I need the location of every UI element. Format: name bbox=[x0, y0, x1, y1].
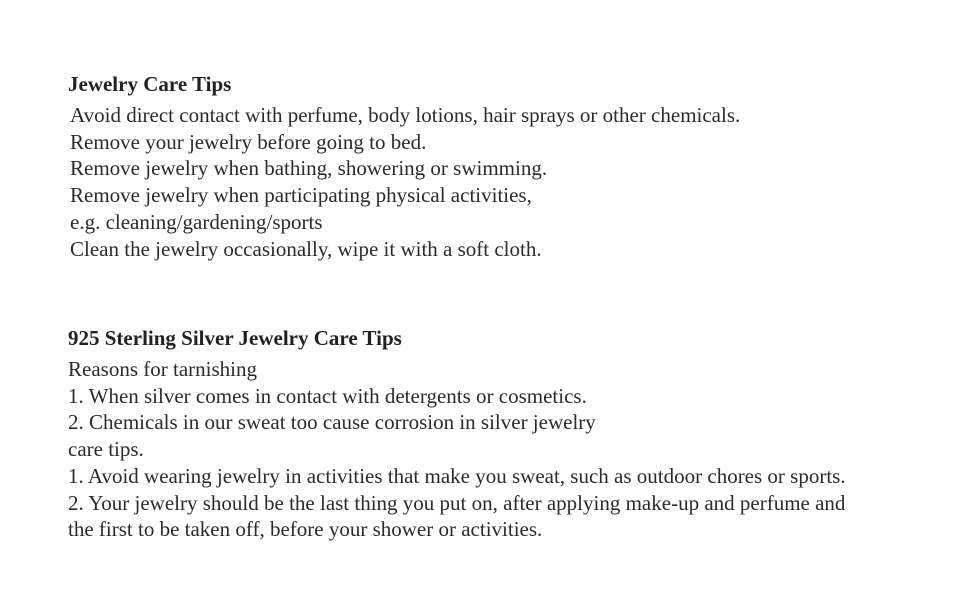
tip-line: the first to be taken off, before your shower or activities. bbox=[68, 517, 543, 542]
tip-line: care tips. bbox=[68, 437, 144, 462]
tip-line: Remove jewelry when participating physical activities, bbox=[70, 183, 532, 208]
tip-line: 2. Your jewelry should be the last thing you put on, after applying make-up and perfume and bbox=[68, 490, 846, 515]
section-title: Jewelry Care Tips bbox=[68, 72, 232, 96]
tip-line: Remove your jewelry before going to bed. bbox=[70, 129, 427, 154]
tip-line: Avoid direct contact with perfume, body lotions, hair sprays or other chemicals. bbox=[70, 103, 741, 127]
tip-line: 1. When silver comes in contact with detergents or cosmetics. bbox=[68, 383, 587, 408]
tip-line: 2. Chemicals in our sweat too cause corrosion in silver jewelry bbox=[68, 410, 596, 435]
jewelry-care-tips-section bbox=[68, 70, 950, 262]
tip-line: e.g. cleaning/gardening/sports bbox=[70, 209, 323, 234]
section-title: 925 Sterling Silver Jewelry Care Tips bbox=[68, 326, 402, 350]
tip-line: 1. Avoid wearing jewelry in activities that make you sweat, such as outdoor chores or sports. bbox=[68, 463, 846, 488]
tip-line: Remove jewelry when bathing, showering or swimming. bbox=[70, 156, 548, 181]
tip-line: Reasons for tarnishing bbox=[68, 357, 257, 381]
tip-line: Clean the jewelry occasionally, wipe it with a soft cloth. bbox=[70, 236, 542, 261]
silver-care-tips-section bbox=[68, 324, 950, 543]
